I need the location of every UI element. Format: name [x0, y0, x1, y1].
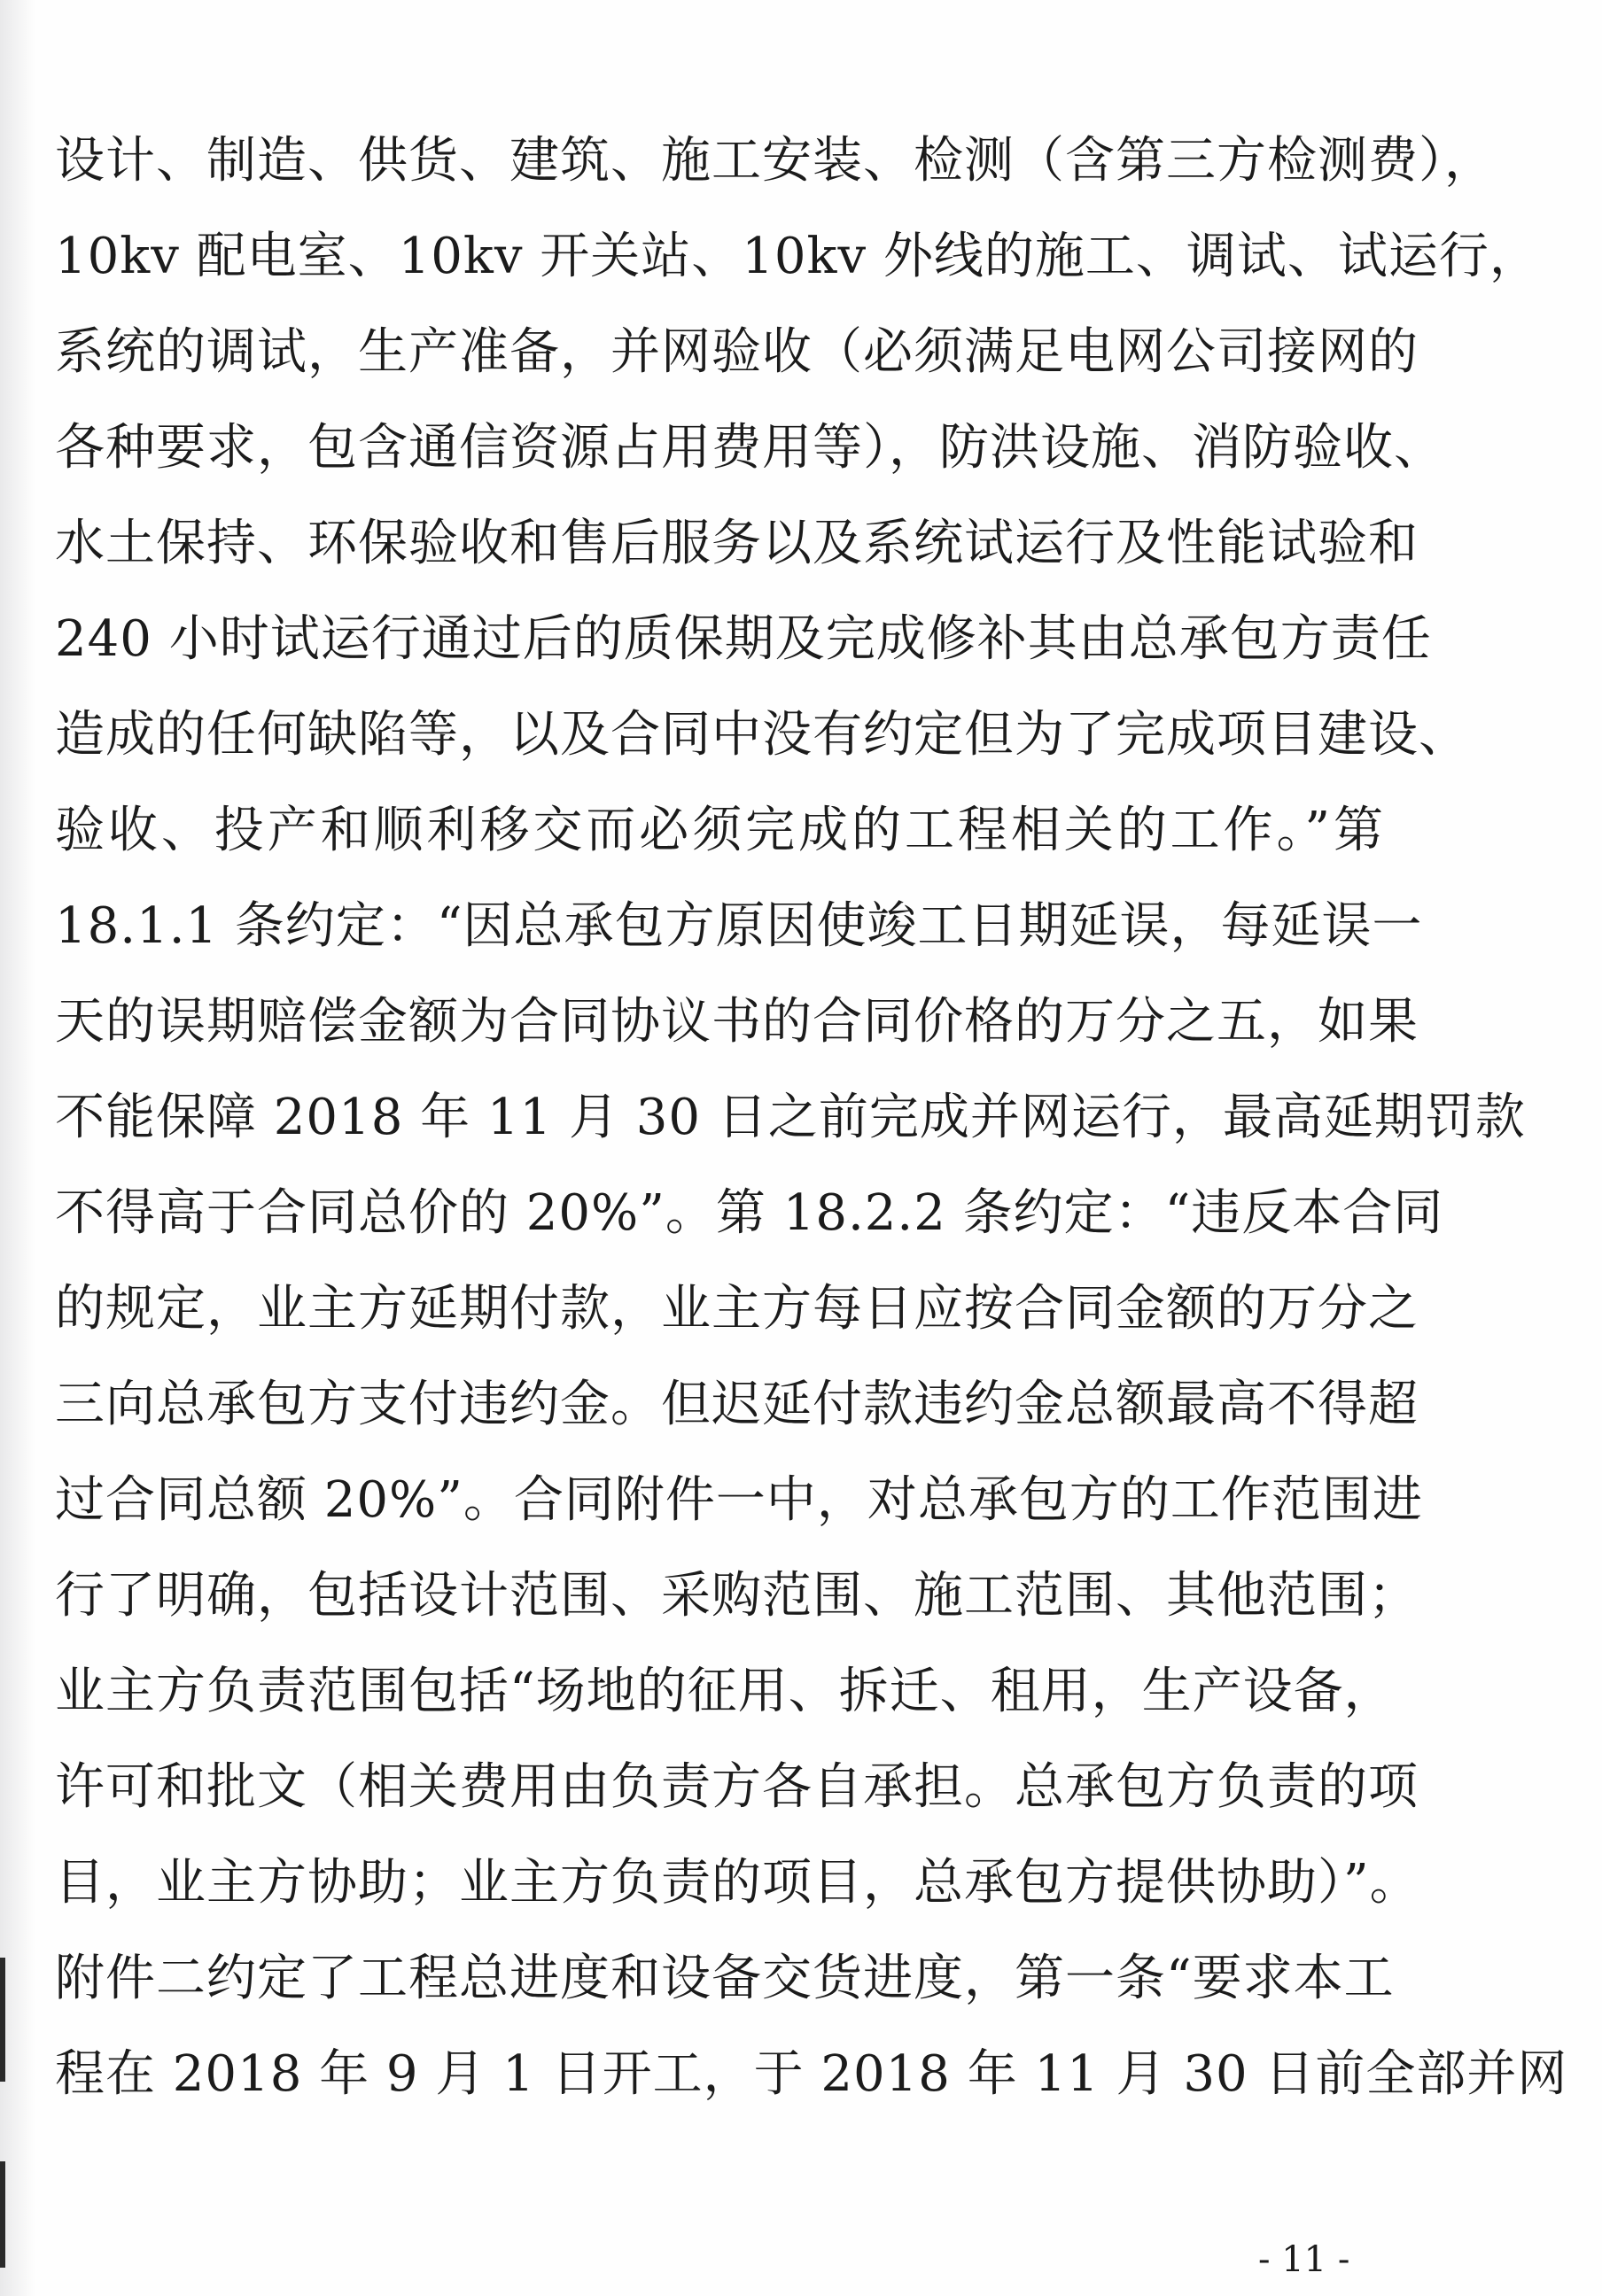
text-line: 过合同总额 20%”。合同附件一中，对总承包方的工作范围进	[55, 1471, 1423, 1529]
text-line: 三向总承包方支付违约金。但迟延付款违约金总额最高不得超	[55, 1376, 1419, 1433]
text-line: 业主方负责范围包括“场地的征用、拆迁、租用，生产设备，	[55, 1663, 1395, 1720]
text-line: 10kv 配电室、10kv 开关站、10kv 外线的施工、调试、试运行，	[55, 228, 1540, 285]
text-line: 造成的任何缺陷等，以及合同中没有约定但为了完成项目建设、	[55, 706, 1469, 764]
text-line: 设计、制造、供货、建筑、施工安装、检测（含第三方检测费），	[55, 132, 1495, 190]
text-line: 不得高于合同总价的 20%”。第 18.2.2 条约定：“违反本合同	[55, 1184, 1444, 1242]
text-line: 水土保持、环保验收和售后服务以及系统试运行及性能试验和	[55, 515, 1419, 572]
scan-binding-mark	[0, 2161, 5, 2268]
text-line: 各种要求，包含通信资源占用费用等），防洪设施、消防验收、	[55, 419, 1444, 477]
text-line: 验收、投产和顺利移交而必须完成的工程相关的工作。”第	[55, 802, 1384, 859]
text-line: 天的误期赔偿金额为合同协议书的合同价格的万分之五，如果	[55, 993, 1419, 1051]
body-text	[55, 113, 1568, 2122]
text-line: 程在 2018 年 9 月 1 日开工，于 2018 年 11 月 30 日前全部并网	[55, 2045, 1568, 2103]
text-line: 附件二约定了工程总进度和设备交货进度，第一条“要求本工	[55, 1950, 1395, 2007]
scan-binding-mark	[0, 1958, 5, 2082]
text-line: 系统的调试，生产准备，并网验收（必须满足电网公司接网的	[55, 323, 1419, 381]
text-line: 行了明确，包括设计范围、采购范围、施工范围、其他范围；	[55, 1567, 1419, 1625]
text-line: 目，业主方协助；业主方负责的项目，总承包方提供协助）”。	[55, 1854, 1420, 1912]
text-line: 的规定，业主方延期付款，业主方每日应按合同金额的万分之	[55, 1280, 1419, 1338]
text-line: 许可和批文（相关费用由负责方各自承担。总承包方负责的项	[55, 1758, 1419, 1816]
text-line: 不能保障 2018 年 11 月 30 日之前完成并网运行，最高延期罚款	[55, 1089, 1526, 1146]
scan-edge-shadow	[0, 0, 35, 2296]
text-line: 240 小时试运行通过后的质保期及完成修补其由总承包方责任	[55, 610, 1432, 668]
text-line: 18.1.1 条约定：“因总承包方原因使竣工日期延误，每延误一	[55, 897, 1423, 955]
page-number: - 11 -	[1258, 2239, 1350, 2280]
